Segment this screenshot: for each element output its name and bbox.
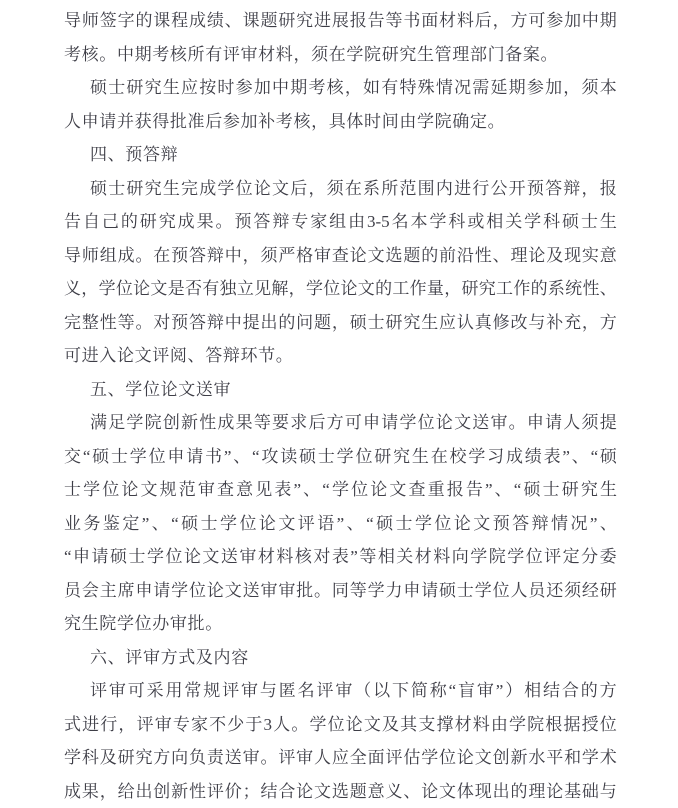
text-line: 学 科 及 研 究 方 向 负 责 送 审 。 评 审 人 应 全 面 评 估 学 位 论 文 创 新 水 平 和 学 术 — [64, 741, 617, 775]
text-line: 评 审 可 采 用 常 规 评 审 与 匿 名 评 审 （ 以 下 简 称 “ 盲 审 ” ） 相 结 合 的 方 — [64, 674, 617, 708]
text-line: 考核。中期考核所有评审材料，须在学院研究生管理部门备案。 — [64, 38, 617, 72]
text-line: 究生院学位办审批。 — [64, 607, 617, 641]
text-line: 士 学 位 论 文 规 范 审 查 意 见 表 ” 、 “ 学 位 论 文 查 重 报 告 ” 、 “ 硕 士 研 究 生 — [64, 473, 617, 507]
text-line: 成 果 ， 给 出 创 新 性 评 价 ； 结 合 论 文 选 题 意 义 、 论 文 体 现 出 的 理 论 基 础 与 — [64, 775, 617, 808]
text-line: 人申请并获得批准后参加补考核，具体时间由学院确定。 — [64, 105, 617, 139]
section-heading: 五、学位论文送审 — [64, 373, 617, 407]
section-heading: 六、评审方式及内容 — [64, 641, 617, 675]
text-line: 硕 士 研 究 生 完 成 学 位 论 文 后 ， 须 在 系 所 范 围 内 进 行 公 开 预 答 辩 ， 报 — [64, 172, 617, 206]
text-line: 式 进 行 ， 评 审 专 家 不 少 于 3 人 。 学 位 论 文 及 其 支 撑 材 料 由 学 院 根 据 授 位 — [64, 708, 617, 742]
text-line: 告 自 己 的 研 究 成 果 。 预 答 辩 专 家 组 由 3-5 名 本 学 科 或 相 关 学 科 硕 士 生 — [64, 205, 617, 239]
text-line: 义 ， 学 位 论 文 是 否 有 独 立 见 解 ， 学 位 论 文 的 工 作 量 ， 研 究 工 作 的 系 统 性 、 — [64, 272, 617, 306]
text-line: 员 会 主 席 申 请 学 位 论 文 送 审 审 批 。 同 等 学 力 申 请 硕 士 学 位 人 员 还 须 经 研 — [64, 574, 617, 608]
section-heading: 四、预答辩 — [64, 138, 617, 172]
text-line: “ 申 请 硕 士 学 位 论 文 送 审 材 料 核 对 表 ” 等 相 关 材 料 向 学 院 学 位 评 定 分 委 — [64, 540, 617, 574]
text-line: 交 “ 硕 士 学 位 申 请 书 ” 、 “ 攻 读 硕 士 学 位 研 究 生 在 校 学 习 成 绩 表 ” 、 “ 硕 — [64, 440, 617, 474]
text-line: 导 师 组 成 。 在 预 答 辩 中 ， 须 严 格 审 查 论 文 选 题 的 前 沿 性 、 理 论 及 现 实 意 — [64, 239, 617, 273]
text-line: 导 师 签 字 的 课 程 成 绩 、 课 题 研 究 进 展 报 告 等 书 面 材 料 后 ， 方 可 参 加 中 期 — [64, 4, 617, 38]
text-line: 满 足 学 院 创 新 性 成 果 等 要 求 后 方 可 申 请 学 位 论 文 送 审 。 申 请 人 须 提 — [64, 406, 617, 440]
text-content — [64, 4, 617, 808]
text-line: 业 务 鉴 定 ” 、 “ 硕 士 学 位 论 文 评 语 ” 、 “ 硕 士 学 位 论 文 预 答 辩 情 况 ” 、 — [64, 507, 617, 541]
text-line: 完 整 性 等 。 对 预 答 辩 中 提 出 的 问 题 ， 硕 士 研 究 生 应 认 真 修 改 与 补 充 ， 方 — [64, 306, 617, 340]
text-line: 硕 士 研 究 生 应 按 时 参 加 中 期 考 核 ， 如 有 特 殊 情 况 需 延 期 参 加 ， 须 本 — [64, 71, 617, 105]
text-line: 可进入论文评阅、答辩环节。 — [64, 339, 617, 373]
